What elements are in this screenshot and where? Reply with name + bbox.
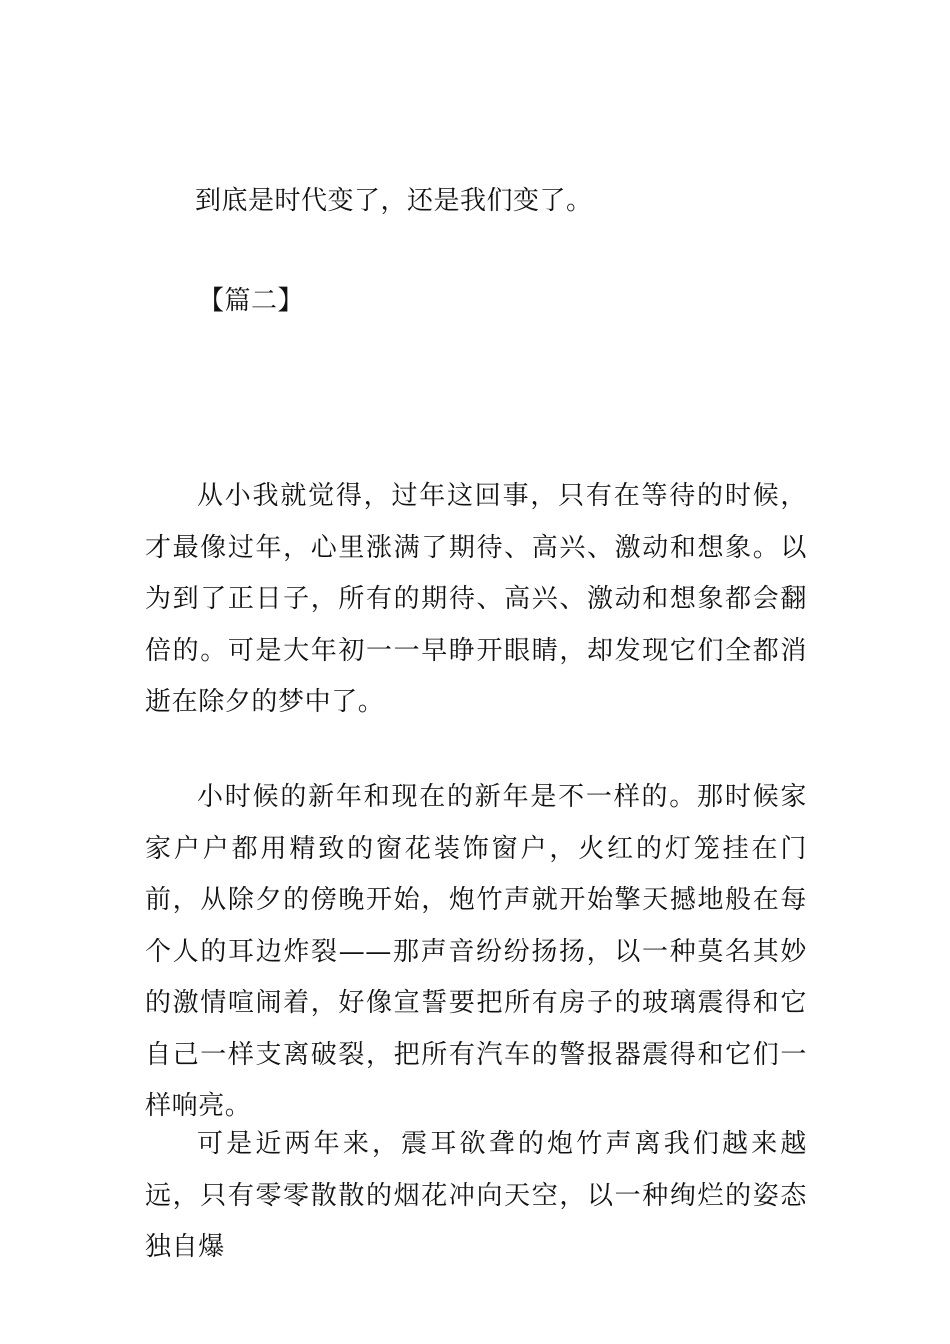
paragraph-1: 从小我就觉得，过年这回事，只有在等待的时候，才最像过年，心里涨满了期待、高兴、激动和想象。以为到了正日子，所有的期待、高兴、激动和想象都会翻倍的。可是大年初一一早睁开眼睛，却发现它们全都消逝在除夕的梦中了。 (145, 481, 807, 717)
section-heading: 【篇二】 (198, 286, 305, 316)
paragraph-3: 可是近两年来，震耳欲聋的炮竹声离我们越来越远，只有零零散散的烟花冲向天空，以一种绚烂的姿态独自爆 (145, 1129, 807, 1262)
paragraph-2: 小时候的新年和现在的新年是不一样的。那时候家家户户都用精致的窗花装饰窗户，火红的灯笼挂在门前，从除夕的傍晚开始，炮竹声就开始擎天撼地般在每个人的耳边炸裂——那声音纷纷扬扬，以一种莫名其妙的激情喧闹着，好像宣誓要把所有房子的玻璃震得和它自己一样支离破裂，把所有汽车的警报器震得和它们一样响亮。 (145, 782, 807, 1121)
closing-line: 到底是时代变了，还是我们变了。 (195, 186, 593, 216)
